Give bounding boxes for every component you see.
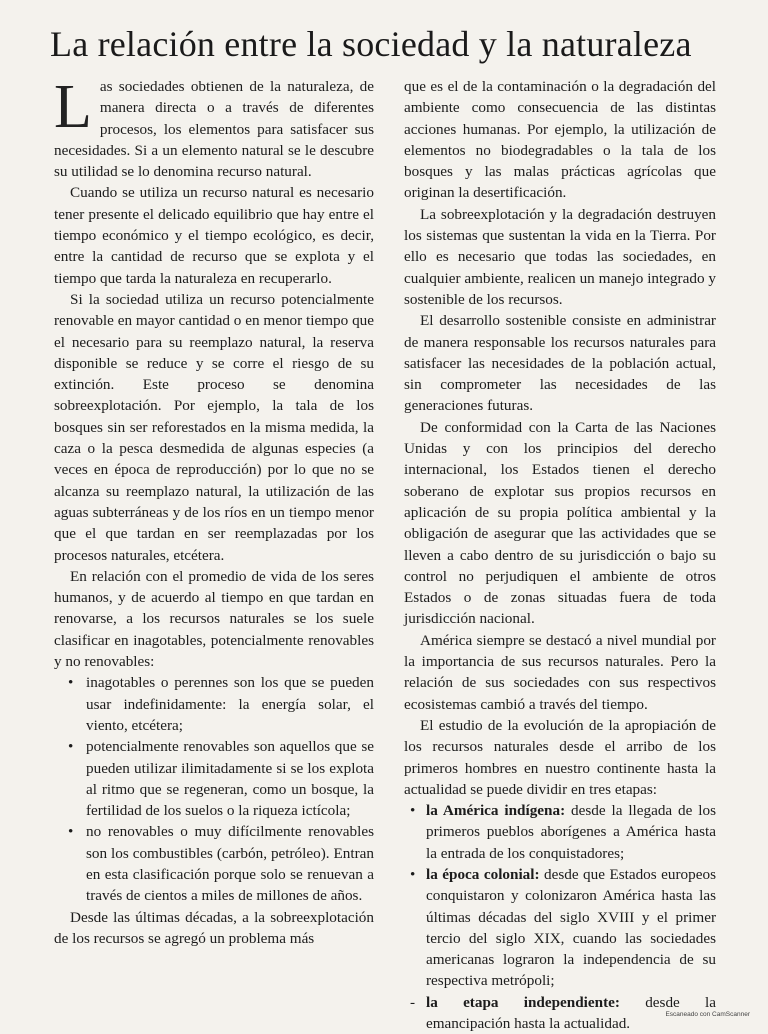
left-column [54,73,374,949]
paragraph-carta-naciones-unidas: De conformidad con la Carta de las Naciones Unidas y con los principios del derecho internacional, los Estados tienen el derecho soberano de explotar sus propios recursos en aplicación de su propia política ambiental y la obligación de asegurar que las actividades que se lleven a cabo dentro de su jurisdicción o bajo su control no perjudiquen el ambiente de otros Estados o de zonas situadas fuera de toda jurisdicción nacional. [404,418,716,628]
dash-icon: - [410,993,416,1011]
list-item [404,864,716,992]
stage-text: desde la llegada de los primeros pueblos aborígenes a América hasta la entrada de los conquistadores; [426,802,716,862]
paragraph-desarrollo-sostenible: El desarrollo sostenible consiste en administrar de manera responsable los recursos naturales para satisfacer las necesidades de la población actual, sin comprometer las necesidades de las generaciones futuras. [404,312,716,415]
bullet-icon: • [68,738,74,756]
intro-paragraph-text: as sociedades obtienen de la naturaleza, de manera directa o a través de diferentes procesos, los elementos para satisfacer sus necesidades. Si a un elemento natural se le descubre su utilidad se lo denomina recurso natural. [54,78,374,181]
list-item [54,821,374,906]
paragraph-sobreexplotacion: Si la sociedad utiliza un recurso potencialmente renovable en mayor cantidad o en menor tiempo que el necesario para su reemplazo natural, la reserva disponible se reduce y se corre el riesgo de su extinción. Este proceso se denomina sobreexplotación. Por ejemplo, la tala de los bosques sin ser reforestados en la misma medida, la caza o la pesca desmedida de algunas especies (a veces en época de reproducción) por lo que no se alcanza su reemplazo natural, la utilización de las aguas subterráneas y de los ríos en un tiempo menor que el que tardan en ser reemplazadas por los procesos naturales, etcétera. [54,290,374,564]
stage-text: desde que Estados europeos conquistaron y colonizaron América hasta las últimas décadas del siglo XVIII y el primer tercio del siglo XIX, cuando las sociedades americanas lograron la independencia de su respectiva metrópoli; [426,865,716,990]
paragraph-contaminacion: que es el de la contaminación o la degradación del ambiente como consecuencia de las distintas acciones humanas. Por ejemplo, la utilización de elementos no biodegradables o la tala de los bosques y las malas prácticas agrícolas que originan la desertificación. [404,78,716,202]
paragraph-ultimas-decadas: Desde las últimas décadas, a la sobreexplotación de los recursos se agregó un problema más [54,908,374,947]
drop-cap: L [54,73,92,141]
list-item [54,672,374,736]
list-item [54,736,374,821]
paragraph-etapas: El estudio de la evolución de la apropiación de los recursos naturales desde el arribo de los primeros hombres en nuestro continente hasta la actualidad se puede dividir en tres etapas: [404,716,716,798]
stage-term: la época colonial: [426,865,540,883]
list-item [404,800,716,864]
scanner-watermark: Escaneado con CamScanner [665,1011,750,1018]
intro-paragraph [54,73,374,182]
paragraph-equilibrio: Cuando se utiliza un recurso natural es necesario tener presente el delicado equilibrio que hay entre el tiempo económico y el tiempo ecológico, es decir, entre la cantidad de recurso que se explota y el tiempo que tarda la naturaleza en recuperarlo. [54,184,374,287]
list-item-text: no renovables o muy difícilmente renovables son los combustibles (carbón, petróleo). Entran en esta clasificación porque solo se renuevan a través de cientos a miles de millones de años. [86,823,374,905]
list-item-text: inagotables o perennes son los que se pueden usar indefinidamente: la energía solar, el viento, etcétera; [86,674,374,734]
bullet-icon: • [410,865,416,883]
stage-term: la América indígena: [426,802,566,820]
paragraph-degradacion: La sobreexplotación y la degradación destruyen los sistemas que sustentan la vida en la Tierra. Por ello es necesario que todas las sociedades, en cualquier ambiente, realicen un manejo integrado y sostenible de los recursos. [404,205,716,308]
bullet-icon: • [68,823,74,841]
paragraph-america: América siempre se destacó a nivel mundial por la importancia de sus recursos naturales. Pero la relación de sus sociedades con sus respectivos ecosistemas cambió a través del tiempo. [404,631,716,713]
stages-list [404,800,716,1034]
bullet-icon: • [410,802,416,820]
list-item-text: potencialmente renovables son aquellos que se pueden utilizar ilimitadamente si se los explota al ritmo que se regeneran, como un bosque, la fertilidad de los suelos o la riqueza ictícola; [86,738,374,820]
page-title: La relación entre la sociedad y la naturaleza [50,24,692,64]
stage-text: desde la emancipación hasta la actualidad. [426,993,716,1033]
stage-term: la etapa independiente: [426,993,620,1011]
right-column [404,76,716,1034]
bullet-icon: • [68,674,74,692]
resource-types-list [54,672,374,906]
paragraph-clasificacion: En relación con el promedio de vida de los seres humanos, y de acuerdo al tiempo en que tardan en renovarse, a los recursos naturales se los suele clasificar en inagotables, potencialmente renovables y no renovables: [54,567,374,671]
